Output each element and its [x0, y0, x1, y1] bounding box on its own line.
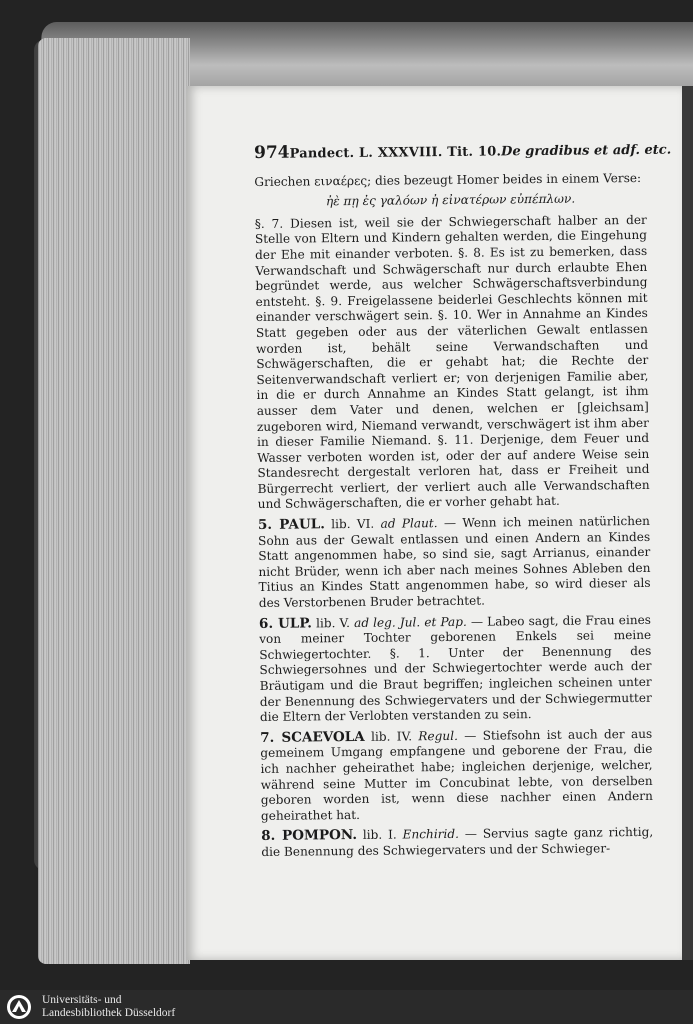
citation-book: lib. V. [315, 615, 351, 631]
citation-text: — Labeo sagt, die Frau eines von meiner Tochter geborenen Enkels sei meine Schwiegertochter. §. 1. Unter der Benennung des Schwiegersohnes und der Schwiegertochter werde auch der Bräutigam und die Braut begriffen; ingleichen scheinen unter der Benennung des Schwiegervaters und der Schwiegermutter die Eltern der Verlobten verstanden zu sein. [259, 612, 652, 725]
running-head-title: Pandect. L. XXXVIII. Tit. 10. [289, 144, 502, 162]
paragraph-paul [258, 514, 651, 612]
citation-text: — Wenn ich meinen natürlichen Sohn aus der Gewalt entlassen und einen Andern an Kindes Statt angenommen habe, so sind sie, sagt Arrianus, einander nicht Brüder, wenn ich aber nach meines Sohnes Ableben den Titius an Kindes Statt angenommen habe, so wird dieser als des Verstorbenen Bruder betrachtet. [258, 513, 651, 611]
running-head-subtitle: De gradibus et adf. etc. [501, 142, 672, 160]
citation-work: Regul. [418, 728, 458, 744]
page-number: 974 [253, 142, 290, 163]
paragraph-ulp [259, 612, 652, 725]
paragraph: Griechen ειναέρες; dies bezeugt Homer beides in einem Verse: [254, 170, 642, 189]
citation-book: lib. IV. [371, 729, 413, 744]
citation-author: 5. PAUL. [257, 516, 325, 534]
paragraph: §. 7. Diesen ist, weil sie der Schwiegerschaft halber an der Stelle von Eltern und Kindern gehalten werden, die Eingehung der Ehe mit einander verboten. §. 8. Es ist zu bemerken, dass Verwandschaft und Schwägerschaft nur durch erlaubte Ehen begründet werde, aus welcher Schwägerschaftsverbindung entsteht. §. 9. Freigelassene beiderlei Geschlechts können mit einander verschwägert sein. §. 10. Wer in Annahme an Kindes Statt gegeben oder aus der väterlichen Gewalt entlassen worden ist, behält seine Verwandschaften und Schwägerschaften, die er gehabt hat; die Rechte der Seitenverwandschaft verliert er; von derjenigen Familie aber, in die er durch Annahme an Kindes Statt gelangt, ist ihm ausser dem Vater und denen, welchen er [gleichsam] zugeboren wird, Niemand verwandt, verschwägert ist ihm aber in dieser Familie Niemand. §. 11. Derjenige, dem Feuer und Wasser verboten worden ist, oder der auf andere Weise sein Standesrecht dergestalt verloren hat, dass er Freiheit und Bürgerrecht verliert, der verliert auch alle Verwandschaften und Schwägerschaften, die er vorher gehabt hat. [254, 212, 650, 512]
library-footer [0, 990, 693, 1024]
citation-text: — Stiefsohn ist auch der aus gemeinem Umgang empfangene und geborene der Frau, die ich nachher geheirathet habe; ingleichen derjenige, welcher, während seine Mutter im Concubinat lebte, von derselben geboren worden ist, wenn diese nachher einen Andern geheirathet hat. [260, 726, 653, 823]
citation-work: Enchirid. [402, 827, 459, 842]
greek-verse: ἠὲ πῃ ἐς γαλόων ἠ εἰνατέρων εὐπέπλων. [325, 191, 576, 209]
citation-author: 6. ULP. [258, 615, 313, 632]
citation-author: 8. POMPON. [261, 827, 358, 845]
library-name-line1: Universitäts- und [42, 994, 122, 1006]
running-head [253, 142, 672, 163]
citation-text: — Servius sagte ganz richtig, die Benennung des Schwiegervaters und der Schwieger- [261, 825, 654, 859]
paragraph-pompon [261, 825, 653, 860]
page-right-shadow [682, 86, 693, 960]
citation-book: lib. I. [362, 827, 397, 843]
citation-work: ad leg. Jul. et Pap. [353, 614, 467, 630]
library-logo-icon [6, 994, 32, 1020]
citation-author: 7. SCAEVOLA [260, 728, 365, 746]
citation-work: ad Plaut. [380, 516, 438, 531]
citation-book: lib. VI. [331, 516, 375, 532]
book-page-edges [38, 38, 190, 964]
library-name [42, 994, 175, 1020]
library-name-line2: Landesbibliothek Düsseldorf [42, 1007, 176, 1019]
paragraph-scaevola [260, 727, 653, 825]
page-text [253, 142, 672, 861]
